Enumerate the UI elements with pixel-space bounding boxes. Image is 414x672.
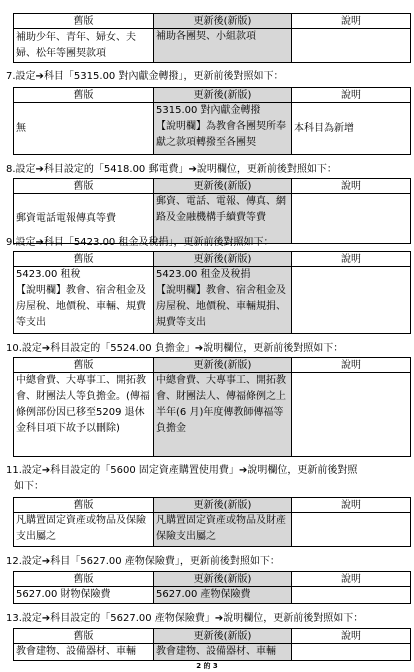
arrow-icon: ➔ xyxy=(41,613,51,624)
header-note: 說明 xyxy=(292,179,411,194)
note-cell xyxy=(292,373,411,457)
new-cell: 5315.00 對內獻金轉撥 【說明欄】為教會各團契所奉獻之款項轉撥至各團契 xyxy=(154,103,292,155)
old-cell: 補助少年、青年、婦女、夫婦、松年等團契款項 xyxy=(14,29,154,63)
header-new: 更新後(新版) xyxy=(154,179,292,194)
arrow-icon: ➔ xyxy=(41,343,51,354)
header-new: 更新後(新版) xyxy=(154,629,292,644)
table-section-8 xyxy=(13,178,411,244)
header-new: 更新後(新版) xyxy=(154,498,292,513)
note-cell xyxy=(292,267,411,334)
old-cell: 凡購置固定資產或物品及保險支出屬之 xyxy=(14,513,154,547)
new-cell: 郵資、電話、電報、傳真、網路及金融機構手續費等費 xyxy=(154,194,292,244)
table-section-13 xyxy=(13,628,411,661)
arrow-icon: ➔ xyxy=(238,465,248,476)
header-new: 更新後(新版) xyxy=(154,358,292,373)
arrow-icon: ➔ xyxy=(35,71,44,82)
table-section-7 xyxy=(13,87,411,155)
section-heading-11-cont: 如下： xyxy=(14,481,44,492)
table-section-9 xyxy=(13,251,411,334)
note-cell xyxy=(292,29,411,63)
arrow-icon: ➔ xyxy=(35,237,44,248)
header-old: 舊版 xyxy=(14,179,154,194)
header-old: 舊版 xyxy=(14,88,154,103)
header-note: 說明 xyxy=(292,252,411,267)
header-note: 說明 xyxy=(292,358,411,373)
section-heading-8: 8.設定➔科目設定的「5418.00 郵電費」➔說明欄位，更新前後對照如下： xyxy=(6,164,337,175)
table-section-12 xyxy=(13,571,411,604)
section-heading-9: 9.設定➔科目「5423.00 租金及稅捐」，更新前後對照如下： xyxy=(6,237,274,248)
header-note: 說明 xyxy=(292,14,411,29)
arrow-icon: ➔ xyxy=(41,556,51,567)
note-cell xyxy=(292,513,411,547)
old-cell: 郵資電話電報傳真等費 xyxy=(14,194,154,244)
header-note: 說明 xyxy=(292,498,411,513)
new-cell: 5423.00 租金及稅捐 【說明欄】教會、宿舍租金及房屋稅、地價稅、車輛規捐、規費等支出 xyxy=(154,267,292,334)
arrow-icon: ➔ xyxy=(41,465,51,476)
old-cell: 教會建物、設備器材、車輛 xyxy=(14,644,154,661)
section-heading-10: 10.設定➔科目設定的「5524.00 負擔金」➔說明欄位，更新前後對照如下： xyxy=(6,343,344,354)
arrow-icon: ➔ xyxy=(35,164,44,175)
new-cell: 中總會費、大專事工、開拓教會、財團法人、傳福條例之上半年(6 月)年度傳教師傳福等負擔金 xyxy=(154,373,292,457)
old-cell: 無 xyxy=(14,103,154,155)
note-cell xyxy=(292,644,411,661)
section-heading-13: 13.設定➔科目設定的「5627.00 產物保險費」➔說明欄位，更新前後對照如下： xyxy=(6,613,364,624)
header-note: 說明 xyxy=(292,88,411,103)
header-new: 更新後(新版) xyxy=(154,572,292,587)
old-cell: 中總會費、大專事工、開拓教會、財團法人等負擔金。(傳福條例部份因已移至5209 退休金科目項下故予以刪除) xyxy=(14,373,154,457)
header-new: 更新後(新版) xyxy=(154,14,292,29)
note-cell: 本科目為新增 xyxy=(292,103,411,155)
note-cell xyxy=(292,587,411,604)
section-heading-11: 11.設定➔科目設定的「5600 固定資產購置使用費」➔說明欄位，更新前後對照 xyxy=(6,465,358,476)
table-section-11 xyxy=(13,497,411,547)
header-old: 舊版 xyxy=(14,629,154,644)
header-old: 舊版 xyxy=(14,498,154,513)
arrow-icon: ➔ xyxy=(214,613,224,624)
header-note: 說明 xyxy=(292,629,411,644)
new-cell: 教會建物、設備器材、車輛 xyxy=(154,644,292,661)
table-continued xyxy=(13,13,411,63)
section-heading-12: 12.設定➔科目「5627.00 產物保險費」，更新前後對照如下： xyxy=(6,556,280,567)
header-old: 舊版 xyxy=(14,572,154,587)
old-cell: 5627.00 財物保險費 xyxy=(14,587,154,604)
header-old: 舊版 xyxy=(14,252,154,267)
new-cell: 凡購置固定資產或物品及財產保險支出屬之 xyxy=(154,513,292,547)
arrow-icon: ➔ xyxy=(188,164,197,175)
new-cell: 5627.00 產物保險費 xyxy=(154,587,292,604)
header-new: 更新後(新版) xyxy=(154,252,292,267)
page-number: 2 的 3 xyxy=(196,662,218,670)
header-note: 說明 xyxy=(292,572,411,587)
header-old: 舊版 xyxy=(14,14,154,29)
arrow-icon: ➔ xyxy=(194,343,204,354)
old-cell: 5423.00 租稅 【說明欄】教會、宿舍租金及房屋稅、地價稅、車輛、規費等支出 xyxy=(14,267,154,334)
new-cell: 補助各團契、小組款項 xyxy=(154,29,292,63)
header-old: 舊版 xyxy=(14,358,154,373)
table-section-10 xyxy=(13,357,411,457)
section-heading-7: 7.設定➔科目「5315.00 對內獻金轉撥」，更新前後對照如下： xyxy=(6,71,284,82)
header-new: 更新後(新版) xyxy=(154,88,292,103)
